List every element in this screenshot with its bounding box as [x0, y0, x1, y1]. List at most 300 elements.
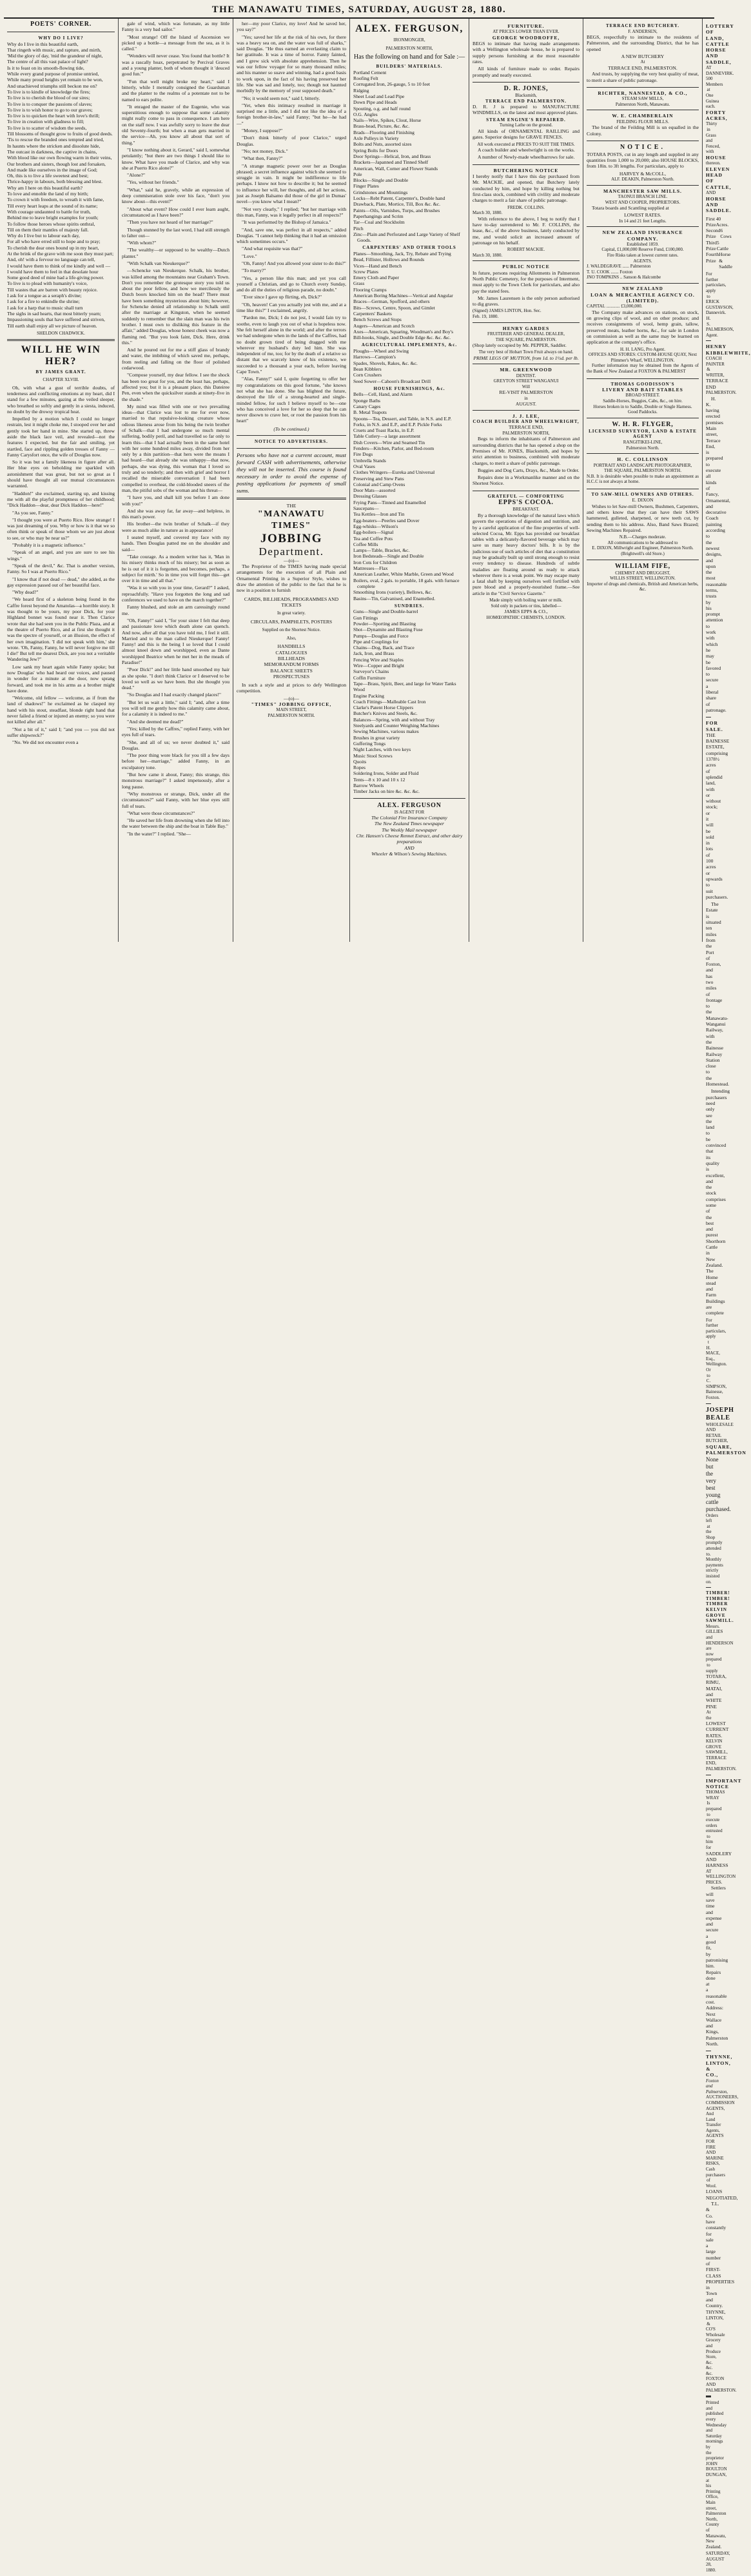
poem-line: Till earth shall enjoy all we picture of heaven.	[7, 322, 97, 329]
agency-item: The New Zealand Times newspaper	[374, 821, 444, 827]
paragraph: gale of wind, which was fortunate, as my little Fanny is a very bad sailor."	[122, 21, 229, 33]
list-item: American Leather, White Marble, Green and Wood	[353, 571, 454, 578]
column-6	[583, 19, 703, 942]
list-item: Umbrella Stands	[353, 457, 386, 463]
agency-item: The Weekly Mail newspaper	[382, 826, 437, 833]
paragraph: Though stunned by the last word, I had still strength to falter out—	[122, 226, 229, 239]
list-item: Roofing Felt	[353, 75, 378, 82]
prize-list	[706, 215, 732, 270]
timber-list	[706, 1673, 727, 1710]
thynne-linton-ad: THYNNE, LINTON, & CO., Foxton and Palmerston, AUCTIONEERS, COMMISSION AGENTS, And Land Transfer Agents, AGENTS FOR FIRE AND MARINE RISKS, Cash purchasers of Wool. LOANS NEGOTIATED, T.L. & Co. have constantly for sale a large number of FIRST-CLASS PROPERTIES in Town and Country. THYNNE, LINTON, & CO'S Wholesale Grocery and Produce Store, &c. &c. &c. FOXTON AND PALMERSTON.	[706, 2051, 711, 2396]
ferguson-lead: Has the following on hand and for Sale :—	[353, 54, 465, 61]
poem-body	[7, 41, 115, 329]
list-item: Ploughs—Wheel and Swing	[353, 348, 409, 355]
poem-line: 'Tis to rescue the branded ones tempted and tried,	[7, 137, 104, 143]
poem-line: And made like ourselves in the image of God;	[7, 166, 98, 173]
list-item: Brushes in great variety	[353, 734, 400, 741]
paragraph: "Poor Dick!" and her little hand smoothed my hair as she spoke. "I don't think Clarice or I deserved to be loved so well as we have been. But she thought you dead."	[122, 667, 229, 691]
poem-line: For all who have erred still to hope and to pray;	[7, 239, 101, 245]
list-item: Vices—Hand and Bench	[353, 262, 402, 269]
for-sale-ad: FOR SALE. THE BAINESSE ESTATE, comprising 1378½ acres of splendid land, with or without stock; or it will be sold in lots of 100 acres or upwards to suit purchasers. The Estate is situated ten miles from the Port of Foxton, and has two miles of frontage to the Manawatu-Wanganui Railway, with the Bainesse Railway Station close to the Homestead. Intending purchasers need only see the land to be convinced that its quality is excellent, and the stock comprises some of the best and purest Shorthorn Cattle in New Zealand. The Home stead and Farm Buildings are complete For further particulars, apply t H. MACE, Esq., Wellington. Or to C. SIMPSON, Bainesse, Foxton.	[706, 717, 711, 1403]
list-item: Jack, Iron, and Brass	[353, 650, 395, 657]
jobbing-office: "TIMES" JOBBING OFFICE,	[251, 701, 332, 708]
poem-line: To cherish the dear ones bound up in my heart,	[7, 244, 99, 251]
list-item: B. Metal Teapots	[353, 409, 387, 416]
list-item: Boilers, oval, 2 gals. to portable, 18 gals. with furnace complete	[353, 577, 460, 589]
paragraph: I seated myself, and covered my face with my hands. Then Douglas patted me on the shoulder and said—	[122, 534, 229, 552]
furniture-ad: FURNITURE. AT PRICES LOWER THAN EVER. GEORGE WOODROFFE, BEGS to intimate that having made arrangements with a Wellington wholesale house, he is prepared to supply persons furnishing at the most reasonable rates. All kinds of furniture made to order. Repairs promptly and neatly executed.	[473, 21, 580, 83]
notice-to-advertisers-title: NOTICE TO ADVERTISERS.	[255, 439, 328, 444]
paragraph: "Most strange! Off the Island of Ascension we picked up a bottle—a message from the sea, as it is called."	[122, 34, 229, 52]
list-item: Clothes Wringers—Eureka and Universal	[353, 469, 435, 476]
list-item: Bean Kibblers	[353, 366, 382, 372]
kelvin-grove-ad: TIMBER! TIMBER! TIMBER KELVIN GROVE SAWMILL. Messrs. GILLIES and HENDERSON are now prepared to supply TOTARA, RIMU, MATAI, and WHITE PINE At the LOWEST CURRENT RATES. KELVIN GROVE SAWMILL, TERRACE END, PALMERSTON.	[706, 1588, 711, 1775]
paragraph: "Why monstrous or strange, Dick, under all the circumstances?" said Fanny, with her blue eyes still full of tears.	[122, 790, 229, 809]
imprint: Printed and published every Wednesday and Saturday mornings by the proprietor JOHN BOULTON DUNGAN, at his Printing Office, Main street, Palmerston North, County of Manawatu, New Zealand. SATURDAY, AUGUST 28, 1880.	[706, 2396, 711, 2575]
list-item: Harrows—Campion's	[353, 354, 396, 360]
poem-line: To crown it with freedom, to wreath it with fame,	[7, 197, 104, 203]
prize-name: Fourth Prize	[706, 251, 719, 264]
paragraph: "Oh, heaven! Can you actually jest with me, and at a time like this?" I exclaimed, angrily.	[237, 301, 346, 314]
loan-mercantile-ad: NEW ZEALAND LOAN & MERCANTILE AGENCY CO. (LIMITED). CAPITAL ............ £3,000,000. The Company make advances on stations, on stock, on growing clips of wool, and on other produce; and receives consignments of wool, hemp grain, tallow, preserved meats, leather horns, &c., for sale in London on commission as well as the same may be learned on application at the company's office. H. H. LANG, Pro Agent. OFFICES AND STORES: CUSTOM-HOUSE QUAY, Next Plimmer's Wharf, WELLINGTON. Further information may be obtained from the Agents of the Bank of New Zealand at FOXTON & PALMERST	[587, 284, 699, 379]
jones-ad: D. R. JONES, Blacksmith, TERRACE END PALMERSTON. D. R. J is prepared to MANUFACTURE WINDMILLS, on the latest and most approved plans. STEAM ENGINE'S REPAIRED. Turning Lathe on the ground. All kinds of ORNAMENTAL RAILLING and gates. Superior designs for GRAVE FENCES. All work executed at PRICES TO SUIT THE TIMES. A coach builder and wheelwright is on the works. A number of Newly-made wheelbarrows for sale.	[473, 83, 580, 165]
prize-row	[706, 239, 729, 252]
poem-line: To live is to conquer the passions of slaves;	[7, 101, 92, 107]
jobbing-items-1: CARDS, BILLHEADS, PROGRAMMES AND TICKETS	[244, 596, 339, 608]
agencies-list	[353, 815, 465, 857]
list-item: O.G. Angles	[353, 111, 378, 117]
list-item: Gun Fittings	[353, 614, 378, 621]
list-item: Egg-beaters—Peerles sand Dover	[353, 517, 420, 523]
jobbing-variety: In great variety.	[277, 610, 306, 616]
wray-notice-ad: IMPORTANT NOTICE THOMAS WRAY Is prepared to execute orders entrusted to him for SADDLERY AND HARNESS AT WELLINGTON PRICES. Settlers will save time and expense and secure a good fit, by patronising him. Repairs done at a reasonable cost. Address: Next Wallace and Kings, Palmerston North.	[706, 1775, 711, 2052]
jobbing-divider: —(o)—	[283, 557, 300, 563]
poem-line: That ringeth with music, and rapture, and mirth,	[7, 46, 101, 53]
poem-line: While many proud heights yet remain to be won,	[7, 77, 103, 83]
fife-ad: WILLIAM FIFE, CHEMIST AND DRUGGIST, WILLIS STREET, WELLINGTON. Importer of drugs and chemicals, British and American herbs, &c.	[587, 562, 699, 592]
ferguson-agent-for: IS AGENT FOR	[394, 809, 425, 815]
list-item: Table Cutlery—a large assortment	[353, 433, 421, 440]
poem-title: WHY DO I LIVE?	[38, 35, 84, 41]
list-item: Bits—Screws, Centre, Spoon, and Gimlet	[353, 304, 435, 311]
list-item: Mattresses—Flax	[353, 565, 388, 572]
list-item: Engine Packing	[353, 692, 384, 699]
list-item: Paperhangings and Scrim	[353, 213, 404, 219]
list-item: Music Stool Screws	[353, 752, 393, 759]
poem-line: Till on them their mantles of majesty fall.	[7, 226, 89, 233]
prize-row	[706, 251, 732, 269]
tools-list	[353, 251, 465, 340]
paragraph: "As you see, Fanny."	[12, 509, 54, 516]
list-item: Planes—Smoothing, Jack, Try, Rebate and Trying	[353, 250, 451, 257]
list-item: Paints—Oils, Varnishes, Turps, and Brushes	[353, 207, 440, 213]
list-item: Saucepans—	[353, 505, 379, 512]
list-item: Augers—American and Scotch	[353, 322, 415, 329]
list-item: Tar—Coal and Stockholm	[353, 219, 405, 226]
jobbing-town: PALMERSTON NORTH.	[268, 712, 315, 718]
list-item: Emery Cloth and Paper	[353, 275, 400, 281]
poem-line: Thrice-happy in labours, both blessing and blest.	[7, 179, 103, 185]
list-item: Sheet Lead and Lead Pipe	[353, 93, 405, 99]
list-item: Sewing Machines, various makes	[353, 728, 419, 735]
andersen-ad: TERRACE END BUTCHERY. F. ANDERSEN, BEGS, respectfully to intimate to the residents of Palmerston, and the surrounding District, that he has opened A NEW BUTCHERY At TERRACE END, PALMERSTON. And trusts, by supplying the very best quality of meat, to merit a share of public patronage.	[587, 21, 699, 88]
poem-line: To live is to plead with humanity's voice,	[7, 280, 88, 287]
list-item: Fencing Wire and Staples	[353, 656, 404, 663]
list-item: Cruets and Toast Racks, in E.P.	[353, 427, 415, 434]
jobbing-notice: Supplied on the Shortest Notice.	[262, 627, 321, 633]
list-item: Bead, Fillister, Hollows and Rounds	[353, 257, 425, 263]
paragraph: "I thought you were at Puerto Rico. How strange! I was just dreaming of you. Why or how is it that we so often think or speak of those whom we are just about to see, or who may be near us?"	[7, 516, 115, 541]
paragraph: "No; it would seem not," said I, bitterly.	[242, 95, 320, 101]
agent-item: T. U. COOK ....... Foxton	[587, 269, 633, 275]
poem-line: The outcast in darkness, the captive in chains,	[7, 148, 97, 155]
paragraph: His brother—the twin brother of Schalk—if they were as much alike in nature as in appearance!	[122, 521, 229, 533]
prize-name: First Prize	[706, 215, 716, 228]
paragraph: "Yes, a person like this man; and yet you call yourself a Christian, and go to Church every Sunday, and do all the duties of religious parade, no doubt."	[237, 275, 346, 293]
prize-name: Third Prize	[706, 239, 717, 252]
flyger-ad: W. H. R. FLYGER, LICENSED SURVEYOR, LAND & ESTATE AGENT RANGITIKEI-LINE, Palmerston North.	[587, 418, 699, 454]
list-item: Egg-whisks—Wilson's	[353, 523, 398, 529]
jobbing-item: PROSPECTUSES	[273, 673, 310, 679]
list-item: Drawback, Plate, Mortice, Till, Box &c. &c.	[353, 201, 440, 208]
poem-line: Impassioning souls that have suffered and striven,	[7, 317, 105, 323]
jobbing-name: "MANAWATU TIMES"	[257, 509, 326, 531]
serial-title: WILL HE WIN HER?	[21, 344, 101, 367]
poem-line: Behind me to leave bright examples for youth;	[7, 215, 99, 221]
greenwood-ad: MR. GREENWOOD DENTIST. GREYTON STREET WANGANUI Will RE-VISIT PALMERSTON in AUGUST.	[473, 364, 580, 410]
poem-line: I would have them to feel in that desolate hour	[7, 268, 99, 275]
list-item: Butcher's Knives and Steels, &c.	[353, 710, 418, 717]
paragraph: "Why dead?"	[12, 589, 39, 596]
list-item: Carpenters' Baskets	[353, 310, 392, 317]
paragraph: her—my poor Clarice, my love! And he saved her, you say?"	[237, 21, 346, 33]
poem-line: To live is to wish honor to go to our graves;	[7, 106, 93, 113]
list-item: Finger Plates	[353, 183, 379, 190]
paragraph: "Ever since I gave up flirting, eh, Dick?"	[242, 294, 322, 300]
sundries-list	[353, 609, 465, 794]
list-item: Door Springs—Helical, Iron, and Brass	[353, 153, 431, 159]
agency-item: The Colonial Fire Insurance Company	[371, 815, 447, 821]
butchering-notice-ad: BUTCHERING NOTICE I hereby notify that I have this day purchased from Mr. MACKIE, and opened, that Butchery lately conducted by him, and hope by killing nothing but first-class stock, combined with civility and moderate charges to merit a fair share of public patronage. FREDK. COLLINS. March 30, 1880. With reference to the above, I beg to notify that I have to-day surrendered to Mr. F. COLLINS, the lease, &c., of the above business, lately conducted by me, and would solicit an increased amount of patronage on his behalf. ROBERT MACKIE. March 30, 1880.	[473, 165, 580, 262]
poem-line: To live in creation with gladness to fill;	[7, 119, 84, 125]
timber-item: TOTARA,	[706, 1673, 727, 1680]
list-item: American, Wall, Corner and Flower Stands	[353, 165, 438, 171]
public-notice-ad: PUBLIC NOTICE In future, persons requiring Allotments in Palmerston North Public Cemetery, for the purposes of Interment, must apply to the Town Clerk for particulars, and also pay the stated fees. Mr. James Laurensen is the only person authorised to dig graves. (Signed) JAMES LINTON, Hon. Sec. Feb. 19, 1880.	[473, 261, 580, 322]
paragraph: "Wonders will never cease. You found that bottle? It was a rascally hoax, perpetrated by Percival Graves and a young planter, both of whom thought it 'deuced good fun.'"	[122, 53, 229, 77]
paragraph: Oh, with what a gust of terrible doubts, of tenderness and conflicting emotions at my heart, did I stand for a few minutes, gazing at the veiled sleeper, who breathed so softly and gently in a siesta, induced, no doubt by the drowsy tropical heat.	[7, 384, 115, 415]
paragraph: "She, and all of us; we never doubted it," said Douglas.	[122, 739, 229, 751]
poem-line: With blood like our own flowing warm in their veins,	[7, 155, 112, 161]
paragraph: "Fun that well might broke my heart," said I bitterly, while I mentally consigned the Guardsman and the planter to the realms of a potentate not to be named to ears polite.	[122, 78, 229, 102]
list-item: Spring Bolts for Doors	[353, 147, 398, 153]
paragraph: "It was performed by the Bishop of Jamaica."	[242, 219, 331, 226]
poem-line: I ask for a harp that to music shall turn	[7, 304, 83, 311]
list-item: Braces—German, Spofford, and others	[353, 298, 430, 305]
paragraph: "I know nothing about it, Gerard," said I, somewhat petulantly; "but there are two things I should like to know. What have you made of Clarice, and why was she at Puerto Rico alone?"	[122, 146, 229, 171]
list-item: Coffin Furniture	[353, 674, 385, 681]
serial-text-end	[237, 21, 346, 424]
agency-item: AND	[404, 844, 415, 851]
poem-line: To live is to scatter of wisdom the seeds,	[7, 124, 87, 131]
prize-row	[706, 215, 729, 228]
epps-cocoa-ad: GRATEFUL — COMFORTING EPPS'S COCOA. BREAKFAST. By a thorough knowledge of the natural laws which govern the operations of digestion and nutrition, and by a careful application of the fine properties of well-selected Cocoa, Mr. Epps has provided our breakfast tables with a delicately-flavored beverage which may save us many heavy doctors' bills. It is by the judicious use of such articles of diet that a constitution may be gradually built up until strong enough to resist every tendency to disease. Hundreds of subtle maladies are floating around us ready to attack wherever there is a weak point. We may escape many a fatal shaft by keeping ourselves well fortified with pure blood and a properly-nourished frame.—See article in the "Civil Service Gazette." Made simply with boiling water or milk. Sold only in packets or tins, labelled— JAMES EPPS & CO., HOMŒOPATHIC CHEMISTS, LONDON.	[473, 493, 580, 620]
paragraph: "What then, Fanny?"	[242, 155, 283, 162]
jobbing-item: CATALOGUES	[275, 649, 307, 656]
list-item: Frying Pans—Tinned and Enamelled	[353, 499, 426, 505]
sundries-title: SUNDRIES.	[394, 603, 425, 609]
paragraph: "Haddon!" she exclaimed, starting up, and kissing me with all the playful promptness of her childhood; "Dick Haddon—dear, dear Dick Haddon—here!"	[7, 490, 115, 509]
timber-item: WHITE PINE	[706, 1697, 722, 1710]
paragraph: "And she deemed me dead?"	[127, 718, 184, 725]
paragraph: "Yet, when this intimacy resulted in marriage it surprised me a little, and I did not like the idea of a foreign brother-in-law," said Fanny; "but he—he had—"	[237, 102, 346, 126]
paragraph: So it was but a family likeness in figure after all. Her blue eyes on beholding me sparkled with astonishment that was great, but not so great as I should have thought all our mutual circumstances warranted.	[7, 459, 115, 489]
jobbing-style: In such a style and at prices to defy Wellington competition.	[237, 682, 346, 694]
to-be-continued: (To be continued.)	[273, 425, 309, 432]
lee-ad: J. J. LEE, COACH BUILDER AND WHEELWRIGHT, TERRACE END, PALMERSTON NORTH, Begs to inform the inhabitants of Palmerston and surrounding districts that he has opened a shop on the Premises of Mr. JONES, Blacksmith, and hopes by strict attention to business, combined with moderate charges, to merit a share of public patronage. Buggies and Dog Carts, Drays, &c., Made to Order. Repairs done in a Workmanlike manner and on the Shortest Notice.	[473, 411, 580, 491]
poem-line: Why am I here on this beautiful earth?	[7, 184, 83, 191]
poem-line: I would have them to think of me kindly and well —	[7, 262, 111, 269]
jobbing-list	[237, 643, 346, 679]
poem-line: To live is to kindle of knowledge the fires;	[7, 88, 90, 95]
paragraph: "No; not money, Dick."	[242, 148, 288, 154]
list-item: Brads—Flooring and Finishing	[353, 129, 415, 135]
list-item: Tea and Coffee Pots	[353, 535, 393, 542]
poem-line: To live is to quicken the heart with love's thrill;	[7, 113, 100, 119]
prize-value: 40 Acres.	[716, 215, 729, 228]
list-item: Clarke's Patent Horse Clippers	[353, 705, 414, 711]
lottery-ad: LOTTERY OF LAND, CATTLE HORSE AND SADDLE, AT DANNEVIRK. 500 Members at One Guinea each. FORTY ACRES, Thirty in Grass and Fenced, with HOUSE thereon. ELEVEN HEAD OF CATTLE, AND HORSE AND SADDLE. First Prize 40 Acres. Second Prize 6 Cows Third Prize 5 Cattle Fourth Prize Horse & Saddle For further particulars, apply to ERICK GUSTAVSON, Dannevirk. H. S. PALMERSON, Agent.	[706, 21, 711, 341]
paragraph: "Speak of an angel, and you are sure to see his wings."	[7, 549, 115, 561]
poem-line: I ask for a fire to enkindle the shrine;	[7, 298, 80, 305]
paragraph: "Yes; killed by the Caffres," replied Fanny, with her eyes full of tears.	[122, 725, 229, 738]
list-item: Portland Cement	[353, 69, 387, 75]
agency-item: Wheeler & Wilson's Sewing Machines.	[371, 850, 447, 857]
poem-line: Some good deed of mine had a life-giving power.	[7, 275, 104, 281]
poem-line: The centre of all this vast palace of light?	[7, 59, 88, 65]
paragraph: "Not very clearly," I replied; "but her marriage with this man, Fanny, was it legally perfect in all respects?"	[237, 206, 346, 218]
builders-materials-list	[353, 70, 465, 244]
list-item: Grindstones and Mountings	[353, 189, 408, 195]
paragraph: "Yes; saved her life at the risk of his own, for there was a heavy sea on, and the water was full of sharks," said Douglas. "He thus earned an everlasting claim to her gratitude. It was a time of horror. Fanny fainted, and I grew sick with absolute apprehension. Then he was our fellow voyager for so many thousand miles; and his manner so suave and winning, had a good basis to work upon, in the fact of his having preserved her life. She was sad and lonely, too; though not haunted morbidly by the memory of your supposed death."	[237, 34, 346, 94]
list-item: Flooring Cramps	[353, 286, 387, 293]
columns	[4, 19, 751, 2573]
poem-line: Our brothers and sisters, though lost and forsaken,	[7, 161, 106, 167]
paragraph: "To marry?"	[242, 268, 266, 274]
list-item: Tape—Brass, Spirit, Beer, and large for Water Tanks	[353, 680, 456, 687]
list-item: Preserving and Stew Pans	[353, 475, 404, 482]
list-item: Door Mats—assorted	[353, 487, 396, 494]
poem-line: And unachieved triumphs still beckon me on?	[7, 83, 97, 89]
paragraph: "I have you, and shall kill you before I am done with you!"	[122, 494, 229, 507]
ferguson-agent-name: ALEX. FERGUSON	[377, 801, 442, 809]
notice-to-advertisers-text: Persons who have not a current account, must forward CASH with advertisements, otherwise they will not be inserted. This course is found necessary in order to avoid the expense of posting applications for payments of small sums.	[237, 451, 346, 494]
list-item: Oval Vases	[353, 463, 375, 469]
list-item: Wire—Copper and Bright	[353, 663, 404, 669]
list-item: American Boring Machines—Vertical and Angular	[353, 293, 453, 299]
prize-value: 5 Cattle	[716, 239, 729, 252]
jobbing-divider-2: —(o)—	[283, 695, 300, 701]
agency-item: Chr. Hansen's Cheese Rennet Extract, and other dairy preparations	[356, 833, 463, 845]
paragraph: Impelled by a motion which I could no longer restrain, lest it might choke me, I stooped over her and gently took her hand in mine. She started up, threw aside the black lace veil, and revealed—not the features I expected, but the fair and smiling, yet startled, face and rippling golden tresses of Fanny — Fanny Carysfort once, the wife of Douglas now.	[7, 416, 115, 458]
agent-item: J. WALDEGRAVE ...... Palmerston	[587, 264, 651, 269]
timber-item: RIMU,	[706, 1679, 720, 1686]
ferguson-trade: IRONMONGER,	[393, 37, 425, 43]
kibblewhite-ad: HENRY KIBBLEWHITE, COACH PAINTER & WRITER, TERRACE END PALMERSTON. H. K. having erected premises Main street, Terrace End, is prepared to execute all kinds of Fancy, Ornamental, and decorative Coach painting according to the newest designs, and upon the most reasonable terms, trusts by his prompt attention to work with which he may be favored to secure a liberal share of patronage.	[706, 341, 711, 717]
agricultural-list	[353, 348, 465, 384]
paragraph: "And what requisite was that?"	[242, 246, 303, 252]
list-item: Spoons—Tea, Dessert, and Table, in N.S. and E.P.	[353, 415, 452, 422]
paragraph: "Then you have not heard of her marriage?"	[127, 219, 213, 226]
column-3	[233, 19, 350, 942]
jobbing-item: BILLHEADS	[277, 655, 306, 661]
list-item: Tents—8 x 10 and 10 x 12	[353, 776, 405, 783]
list-item: Coffee Mills	[353, 541, 378, 547]
poem-line: To love and ennoble the land of my birth;	[7, 191, 89, 197]
poem-line: At the brink of the grave with me soon they must part;	[7, 250, 114, 257]
paragraph: "The poor thing wore black for you till a few days before her—marriage," added Fanny, in an exculpatory tone.	[122, 752, 229, 770]
paragraph: "Oh, Fanny! And you allowed your sister to do this?"	[242, 260, 346, 266]
paragraph: —Schencke van Nieukerque. Schalk, his brother, was killed among the mountains near Graham's Town. Don't you remember the grotesque story you told us about the poor fellow, and how we mercilessly the Dutch boors knocked him on the head? There must have been something mysterious about him; however, for Schencke denied all relationship to Schalk until after the marriage at Kingston, when he seemed suddenly to remember that the slain man was his twin brother. I must own to disliking this feature in the affair," added Douglas, whose honest cheek was now a flaming red. "But you look faint, Dick. Here, drink this."	[122, 268, 229, 346]
list-item: Egg-boilers—Signal	[353, 529, 394, 536]
poem-line: Why do I live but to labour each day,	[7, 233, 80, 239]
jobbing-also: Also,	[286, 635, 297, 641]
paragraph: "And, save one, was perfect in all respects," added Douglas. "I cannot help thinking that it had an omission which sometimes occurs."	[237, 226, 346, 245]
list-item: Bench Screws and Stops	[353, 317, 402, 323]
column-7	[703, 19, 751, 2573]
list-item: Pumps—Douglas and Force	[353, 632, 409, 639]
list-item: Pitch	[353, 225, 364, 231]
paragraph: "Alas, Fanny!" said I, quite forgetting to offer her my congratulations on this good fortune, "she knows not what she has done. She has blighted the future, destroyed the life of a strong-hearted and single-minded fellow, for such I believe myself to be—one who has conceived a love for her so deep that he can never disown to crave her, or root the passion from his heart"	[237, 376, 346, 424]
list-item: Brackets—Japanned and Tinned Shelf	[353, 159, 429, 166]
paragraph: "But how came it about, Fanny; this strange, this monstrous marriage?" I asked impetuously, after a long pause.	[122, 772, 229, 790]
list-item: Tea Kettles—Iron and Tin	[353, 511, 405, 518]
house-furnishings-title: HOUSE FURNISHINGS, &c.	[373, 385, 445, 391]
list-item: Blocks—Single and Double	[353, 177, 409, 184]
paragraph: And she was away far, far away—and helpless, in this man's power.	[122, 507, 229, 520]
poem-line: Till every heart leaps at the sound of its name;	[7, 202, 98, 209]
paragraph: Fanny blushed, and stole an arm caressingly round me.	[122, 604, 229, 616]
column-5	[469, 19, 583, 942]
paragraph: "I know that if not dead — dead," she added, as the gay expression passed out of her beautiful face.	[7, 576, 115, 588]
tools-title: CARPENTERS' AND OTHER TOOLS	[362, 245, 456, 251]
list-item: Grass	[353, 280, 365, 287]
list-item: Locks—Rebt Patent, Carpenter's, Double hand	[353, 195, 445, 202]
poem-line: While every grand purpose of promise untried,	[7, 71, 99, 77]
jobbing-street: MAIN STREET,	[276, 707, 307, 713]
paragraph: "Welcome, old fellow — welcome, as if from the land of shadows!" he exclaimed as he clasped my hand with his stout, steadfast, blonde right hand that never failed a friend or injured an enemy; so you were not killed after all."	[7, 695, 115, 725]
manchester-saw-mills-ad: MANCHESTER SAW MILLS. TAONUI BRANCH LINE. WEST AND COOPER, PROPRIETORS. Totara boards and Scantling supplied at LOWEST RATES. In 14 and 21 feet Lengths.	[587, 186, 699, 228]
paragraph: "We heard first of a skeleton being found in the Caffre forest beyond the Amatolas—a horrible story. It was thought to be yours, my poor Dick, for your Highland bonnet was found near it. Then Clarice wrote that she had seen you in the Public Plaza, and at the theatre of Puerto Rico, and at first she thought it was the spectre of yourself, or an illusion, the effect of her own imagination. 'I did not speak with him,' she wrote. 'Oh, Fanny, Fanny, he will never forgive me till I die!' But tell me dearest Dick, are you not a veritable Wandering Jew?"	[7, 596, 115, 663]
list-item: Guns—Single and Double-barrel	[353, 609, 418, 615]
list-item: Down Pipe and Heads	[353, 99, 397, 106]
jobbing-item: HANDBILLS	[277, 643, 306, 650]
list-item: Sponge Baths	[353, 397, 380, 404]
jobbing-word: JOBBING	[260, 531, 323, 545]
jobbing-intro: The Proprietor of the TIMES having made special arrangements for the execution of all Plain and Ornamental Printing in a Superior Style, wishes to draw the attention of the public to the fact that he is now in a position to furnish	[237, 563, 346, 594]
ferguson-name: ALEX. FERGUSON,	[355, 23, 463, 34]
paragraph: "Take courage. As a modern writer has it, 'Man in his misery thinks much of his misery; but as soon as he is out of it it is forgotten, and becomes, perhaps, a subject for mirth.' So in time you will forget this—get over it in time and all that."	[122, 553, 229, 584]
prize-row	[706, 228, 732, 240]
paragraph: "A strange magnetic power over her as Douglas phrased; a secret influence against which she seemed to struggle in vain. It might be indifference to life perhaps. I know not how to describe it; but he seemed to influence her will, her thoughts, and all her actions, just as Joseph Balsamo did those of the girl in Dumas' novel—you know what I mean?"	[237, 162, 346, 205]
list-item: Brass-head, Picture, &c. &c.	[353, 123, 410, 130]
serial-text-continued	[122, 21, 229, 837]
agent-item: JNO TOMPKINS .. Sanson & Halcombe	[587, 275, 661, 280]
poem-line: And, oh! with a fervour no language can tell,	[7, 257, 95, 263]
paragraph: "He saved her life from drowning when she fell into the water between the ship and the boat in Table Bay."	[122, 817, 229, 830]
list-item: Axes—American, Squaring, Woodman's and Boy's	[353, 328, 454, 335]
list-item: Bells—Cell, Hand, and Alarm	[353, 391, 413, 398]
list-item: Pole	[353, 171, 362, 177]
poem-line: 'Mid the glory of day, 'mid the grandeur of night,	[7, 53, 103, 59]
list-item: Spouting, o.g. and half round	[353, 105, 411, 112]
gardes-ad: HENRY GARDES FRUITERER AND GENERAL DEALER, THE SQUARE, PALMERSTON. (Shop lately occupied by Mr. PEPPER, Saddler. The very best of Hobart Town Fruit always on hand. PRIME LEGS OF MUTTON, from 1d. to 1½d. per lb.	[473, 323, 580, 365]
poem-line: The sighs in sad hearts, that most bitterly yearn;	[7, 310, 101, 317]
chapter-heading: CHAPTER XLVIII.	[43, 377, 79, 383]
richter-ad: RICHTER, NANNESTAD, & CO., STEAM SAW MILLS, Palmerston North, Manawatu.	[587, 88, 699, 110]
paragraph: "The wealthy—or supposed to be wealthy—Dutch planter."	[122, 247, 229, 259]
prize-name: Second Prize	[706, 228, 721, 240]
paragraph: "What were those circumstances?"	[127, 810, 195, 816]
paragraph: "Alone?"	[127, 172, 146, 179]
list-item: Screw Plates	[353, 268, 379, 275]
list-item: Ridging	[353, 87, 369, 93]
list-item: Soldering Irons, Solder and Fluid	[353, 770, 419, 777]
list-item: Bill-hooks, Single, and Double Edge &c. &c. &c.	[353, 335, 451, 341]
list-item: Corrugated Iron, 26-gauge, 5 to 10 feet	[353, 81, 430, 88]
list-item: Chains—Dog, Back, and Trace	[353, 645, 415, 651]
paragraph: "Oh, Fanny!" said I, "for your sister I felt that deep and passionate love which death alone can quench. And now, after all that you have told me, I feel it still. Married and to the man called Nieukerque! Fanny! Fanny! and this is the being I so loved that I could almost kneel down and worshipped, even as Dante worshipped Beatrice when he met her in the meads of Paradise!"	[122, 617, 229, 665]
list-item: Forks, in N.S. and E.P., and E.P. Pickle Forks	[353, 421, 442, 427]
collinson-ad: H. C. COLLINSON PORTRAIT AND LANDSCAPE PHOTOGRAPHER, THE SQUARE, PALMERSTON NORTH. N.B. It is desirable when possible to make an appointment as H.C.C is not always at home.	[587, 454, 699, 489]
dixon-ad: TO SAW-MILL OWNERS AND OTHERS. E. DIXON Wishes to let Saw-mill Owners, Bushmen, Carpenters, and others know that they can have their SAWS hammered, gulleted, sharpened, or new teeth cut, by sending them to his address. Also, Band Saws Brazed; Sewing Machines Repaired. N.B.—Charges moderate. All communications to be addressed to E. DIXON, Millwright and Engineer, Palmerston North. (Brightwell's old Store.)	[587, 489, 699, 560]
list-item: Iron Cots for Children	[353, 559, 397, 565]
list-item: Iron Bedsteads—Single and Double	[353, 553, 424, 560]
list-item: Barrow Wheels	[353, 783, 384, 788]
paragraph: "No. We did not encounter even a	[12, 739, 79, 746]
paragraph: "It enraged the master of the Eugenie, who was superstitious enough to suppose that some calamity might really come to pass in consequence. I am here on the staff now. I was awfully sorry to leave the dear old Seventy-fourth; but when a man gets married in the service—Ah, you know all about that sort of thing."	[122, 103, 229, 146]
column-2	[119, 19, 233, 942]
paragraph: "Compose yourself, my dear fellow. I see the shock has been too great for you, and the least has, perhaps, affected you; but it is a pleasant place, this Dateiree Pen, even when the quicksilver stands at ninety-five in the shade."	[122, 372, 229, 402]
chamberlain-ad: W. E. CHAMBERLAIN FEILDING FLOUR MILLS. The brand of the Feilding Mill is un equalled in the Colony.	[587, 110, 699, 141]
column-1	[4, 19, 119, 942]
list-item: Guffering Tongs	[353, 740, 386, 746]
list-item: Bolts and Nuts, assorted sizes	[353, 141, 412, 148]
list-item: Smoothing Irons (variety), Bellows, &c.	[353, 589, 433, 596]
paragraph: "Pardon me, Dick; I do not jest, I would fain try to soothe, even to laugh you out of what is hopeless now. She felt herself alone in the world; and after the terrors we had undergone when in the lands of the Caffres, had no doubt grown tired of being dragged with me wherever my husband's duty led him. She was independent of me, too; for by the death of a relative so distant that we scarcely know of his existence, we succeeded to a thousand a year each, before leaving Cape Town."	[237, 315, 346, 375]
list-item: Zinc—Plain and Perforated and Large Variety of Shelf Goods.	[353, 231, 460, 244]
paragraph: "What," said he, gravely, while an expression of deep commiseration stole over his face, "don't you know about—this event?"	[122, 186, 229, 205]
list-item: Steelyards and Counter Weighing Machines	[353, 723, 440, 729]
list-item: Surveyor's Chains	[353, 668, 389, 675]
poets-corner-title: POETS' CORNER.	[30, 21, 92, 28]
list-item: Ropes	[353, 765, 366, 771]
paragraph: "Speak of the devil," &c. That is another version, Fanny. So I was at Puerto Rico."	[7, 562, 115, 575]
list-item: Timber Jacks on hire &c. &c. &c.	[353, 788, 420, 795]
prize-value: Horse & Saddle	[719, 251, 732, 269]
list-item: Coach Fittings—Malleable Cast Iron	[353, 698, 426, 705]
column-4	[350, 19, 469, 942]
poem-line: To live is to cherish the blood of our sires;	[7, 95, 90, 101]
list-item: Nails—Wire, Spikes, Clout, Horse	[353, 117, 422, 124]
poem-line: Oh, this is to live a life sweetest and best;	[7, 173, 89, 179]
paragraph: "Don't think bitterly of poor Clarice," urged Douglas.	[237, 135, 346, 147]
list-item: Axle Pulleys in Variety	[353, 135, 399, 142]
list-item: Seed Sower—Cahoon's Broadcast Drill	[353, 378, 431, 384]
paragraph: "But let us wait a little," said I; "and, after a time you will tell me gently how this calamity came about, for a calamity it is indeed to me."	[122, 699, 229, 717]
paragraph: "Probably it is a magnetic influence."	[12, 542, 86, 549]
list-item: Corn Crushers	[353, 372, 382, 378]
jobbing-department: Department.	[258, 545, 324, 558]
